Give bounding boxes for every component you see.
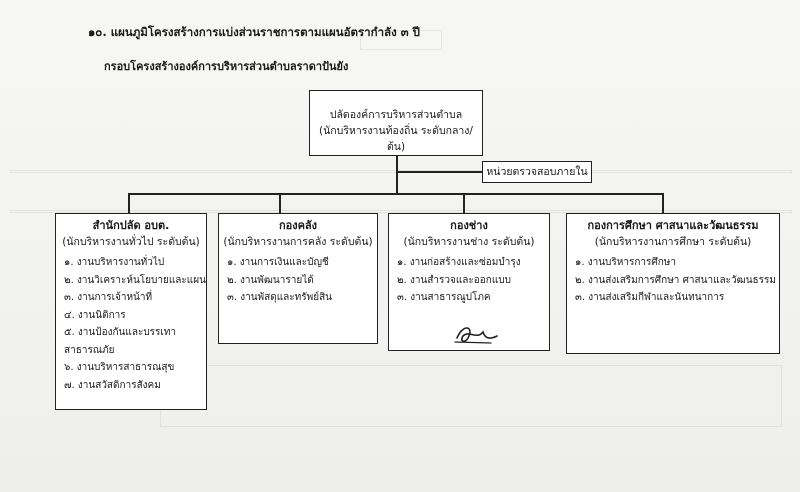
- connector-drop-3: [463, 193, 465, 213]
- task-item: ๓. งานการเจ้าหน้าที่: [64, 292, 153, 303]
- department-title: กองช่าง: [450, 219, 488, 232]
- task-item: ๖. งานบริหารสาธารณสุข: [64, 362, 175, 373]
- task-item: ๑. งานการเงินและบัญชี: [227, 257, 329, 268]
- connector-audit: [396, 171, 482, 173]
- connector-drop-4: [662, 193, 664, 213]
- task-item: ๒. งานสำรวจและออกแบบ: [397, 274, 511, 286]
- handwritten-signature: [453, 322, 499, 348]
- connector-drop-2: [279, 193, 281, 213]
- department-box-finance: [218, 213, 378, 344]
- chart-subheading: กรอบโครงสร้างองค์การบริหารส่วนตำบลราดาปันยัง: [104, 60, 349, 73]
- chief-administrator-box: [309, 90, 483, 156]
- task-item: ๓. งานสาธารณูปโภค: [397, 292, 491, 303]
- task-item: ๔. งานนิติการ: [64, 309, 126, 321]
- department-box-office-of-clerk: [55, 213, 207, 410]
- department-title: สำนักปลัด อบต.: [92, 219, 170, 232]
- task-item: สาธารณภัย: [64, 344, 115, 356]
- connector-horizontal-bar: [128, 193, 663, 195]
- department-task-list: [567, 254, 779, 307]
- task-item: ๕. งานป้องกันและบรรเทา: [64, 327, 177, 338]
- page-heading: ๑๐. แผนภูมิโครงสร้างการแบ่งส่วนราชการตามแผนอัตรากำลัง ๓ ปี: [88, 25, 420, 39]
- department-box-education: [566, 213, 780, 354]
- task-item: ๓. งานส่งเสริมกีฬาและนันทนาการ: [575, 292, 725, 303]
- task-item: ๓. งานพัสดุและทรัพย์สิน: [227, 292, 333, 303]
- department-title: กองคลัง: [278, 219, 318, 232]
- internal-audit-box: [482, 161, 592, 183]
- task-item: ๒. งานวิเคราะห์นโยบายและแผน: [64, 274, 206, 286]
- department-title: กองการศึกษา ศาสนาและวัฒนธรรม: [587, 219, 759, 232]
- department-task-list: [56, 254, 206, 394]
- department-subtitle: (นักบริหารงานการคลัง ระดับต้น): [223, 236, 373, 248]
- task-item: ๑. งานบริหารการศึกษา: [575, 257, 676, 268]
- task-item: ๒. งานพัฒนารายได้: [227, 274, 314, 286]
- department-subtitle: (นักบริหารงานการศึกษา ระดับต้น): [594, 236, 752, 248]
- connector-drop-1: [128, 193, 130, 213]
- department-subtitle: (นักบริหารงานช่าง ระดับต้น): [403, 236, 535, 248]
- task-item: ๑. งานก่อสร้างและซ่อมบำรุง: [397, 257, 521, 268]
- department-task-list: [219, 254, 377, 307]
- chief-subtitle: (นักบริหารงานท้องถิ่น ระดับกลาง/ต้น): [319, 125, 473, 153]
- task-item: ๒. งานส่งเสริมการศึกษา ศาสนาและวัฒนธรรม: [575, 274, 776, 286]
- task-item: ๗. งานสวัสดิการสังคม: [64, 379, 161, 391]
- department-subtitle: (นักบริหารงานทั่วไป ระดับต้น): [62, 236, 200, 248]
- chief-title: ปลัดองค์การบริหารส่วนตำบล: [329, 109, 463, 121]
- internal-audit-label: หน่วยตรวจสอบภายใน: [486, 166, 588, 178]
- department-task-list: [389, 254, 549, 307]
- connector-top-trunk: [396, 156, 398, 194]
- task-item: ๑. งานบริหารงานทั่วไป: [64, 257, 165, 268]
